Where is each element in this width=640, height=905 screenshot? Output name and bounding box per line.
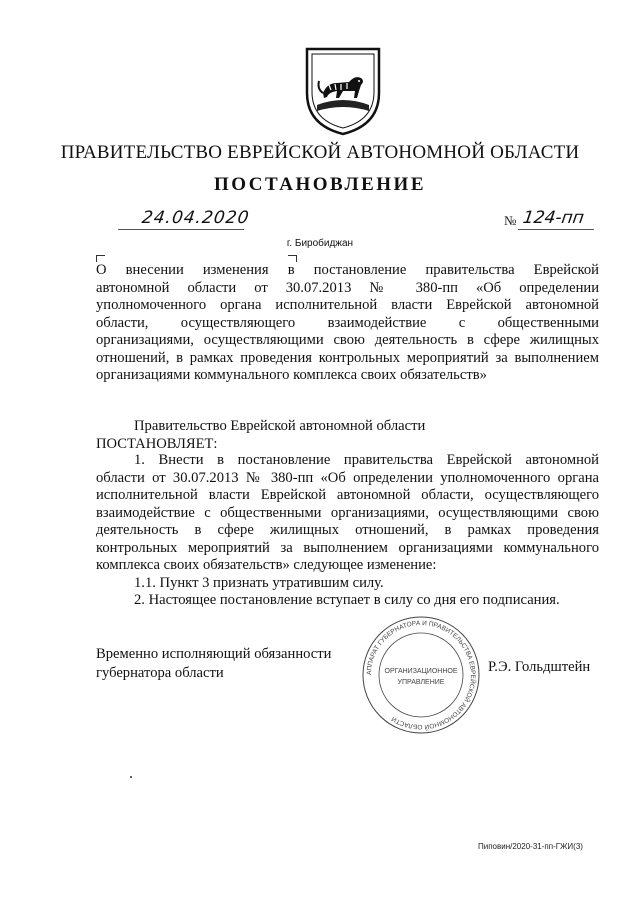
scan-speck	[130, 776, 132, 778]
point-2: 2. Настоящее постановление вступает в силу со дня его подписания.	[134, 592, 560, 608]
signer-position-line: Временно исполняющий обязанности	[96, 646, 332, 662]
subject-line: О внесении изменения в постановление правительства Еврейской	[96, 262, 599, 278]
signer-position	[96, 645, 331, 683]
official-stamp	[356, 614, 486, 736]
signer-name: Р.Э. Гольдштейн	[488, 659, 591, 675]
body-line: 1. Внести в постановление правительства Еврейской автономной	[134, 452, 599, 468]
stamp-ring-text: АППАРАТ ГУБЕРНАТОРА И ПРАВИТЕЛЬСТВА ЕВРЕЙСКОЙ АВТОНОМНОЙ ОБЛАСТИ	[365, 619, 477, 731]
coat-of-arms-icon	[303, 45, 383, 137]
signer-position-line: губернатора области	[96, 665, 224, 681]
body-line: исполнительной власти Еврейской автономной области, осуществляющего	[96, 487, 599, 503]
subject-corner-right	[288, 255, 297, 262]
subject-line: области, осуществляющего взаимодействие с общественными	[96, 314, 599, 331]
body-line: взаимодействие с общественными организациями, осуществляющими свою	[96, 504, 599, 521]
body-line: комплекса своих обязательств» следующее изменение:	[96, 557, 437, 573]
preamble-text: Правительство Еврейской автономной области	[134, 418, 426, 434]
subject-line: автономной области от 30.07.2013 № 380-пп «Об определении	[96, 279, 599, 296]
number-prefix: №	[504, 213, 517, 228]
subject-line: организациями, осуществляющими свою деятельность в сфере жилищных	[96, 332, 599, 348]
handwritten-date: 24.04.2020	[140, 208, 251, 228]
point-1-1: 1.1. Пункт 3 признать утратившим силу.	[134, 574, 384, 591]
subject-line: организациями коммунального комплекса своих обязательств»	[96, 367, 487, 383]
stamp-inner-line: УПРАВЛЕНИЕ	[397, 679, 445, 686]
subject-block	[96, 262, 599, 385]
resolves-heading: ПОСТАНОВЛЯЕТ:	[96, 435, 218, 452]
organization-title: ПРАВИТЕЛЬСТВО ЕВРЕЙСКОЙ АВТОНОМНОЙ ОБЛАСТИ	[60, 142, 580, 163]
body-line: деятельность в сфере жилищных отношений, в рамках проведения	[96, 522, 599, 538]
number-underline	[518, 229, 594, 230]
subject-line: уполномоченного органа исполнительной власти Еврейской автономной	[96, 297, 599, 313]
document-type-title: ПОСТАНОВЛЕНИЕ	[213, 174, 427, 195]
handwritten-number: 124-пп	[521, 208, 586, 228]
date-underline	[118, 229, 244, 230]
subject-line: отношений, в рамках проведения контрольных мероприятий за выполнением	[96, 349, 599, 366]
stamp-inner-line: ОРГАНИЗАЦИОННОЕ	[384, 668, 458, 675]
subject-corner-left	[96, 255, 105, 262]
city-label: г. Биробиджан	[286, 238, 354, 249]
body-line: контрольных мероприятий за выполнением организациями коммунального	[96, 539, 599, 556]
footer-reference: Пиповин/2020-31-пп-ГЖИ(3)	[478, 842, 583, 851]
preamble-block	[96, 418, 599, 453]
body-line: области от 30.07.2013 № 380-пп «Об определении уполномоченного органа	[96, 469, 599, 486]
resolution-body	[96, 452, 599, 610]
